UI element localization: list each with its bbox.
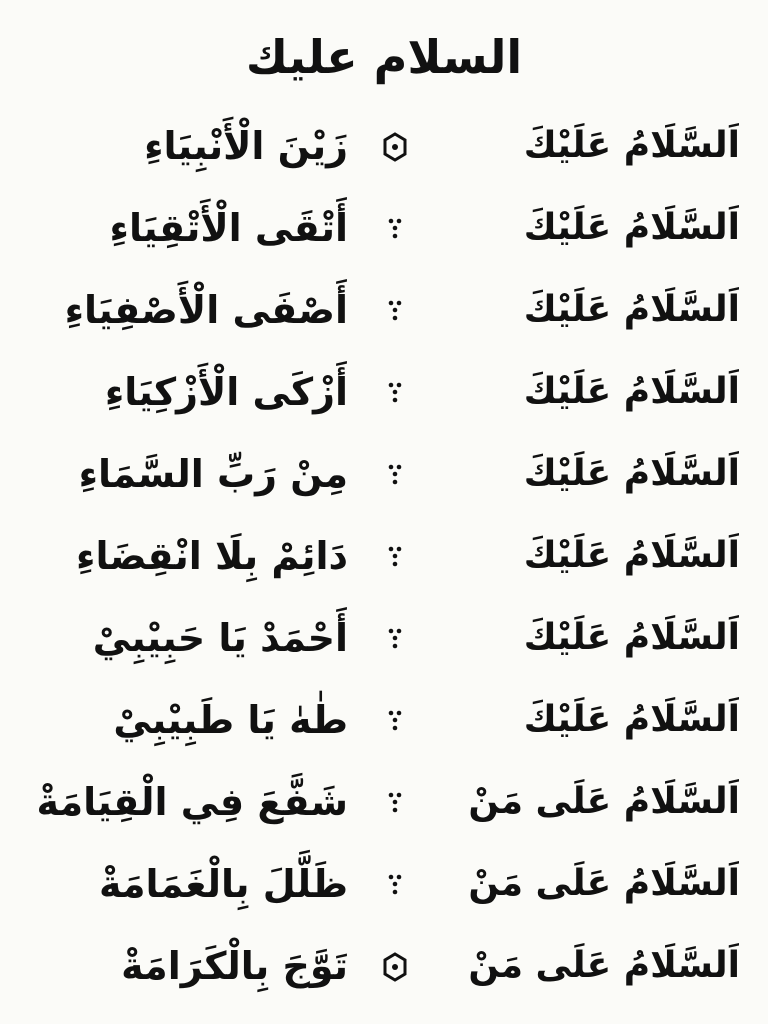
verse-second-hemistich: ظَلَّلَ بِالْغَمَامَةْ	[98, 862, 348, 906]
verse-row	[0, 272, 768, 356]
verse-first-hemistich: اَلسَّلَامُ عَلَيْكَ	[523, 207, 740, 248]
verse-first-hemistich: اَلسَّلَامُ عَلَيْكَ	[523, 699, 740, 740]
verse-first-hemistich: اَلسَّلَامُ عَلَيْكَ	[523, 125, 740, 166]
verse-first-hemistich: اَلسَّلَامُ عَلَى مَنْ	[468, 781, 740, 822]
verse-first-hemistich: اَلسَّلَامُ عَلَى مَنْ	[468, 945, 740, 986]
verse-second-hemistich: زَيْنَ الْأَنْبِيَاءِ	[144, 124, 348, 168]
verse-row	[0, 682, 768, 766]
verse-second-hemistich: مِنْ رَبِّ السَّمَاءِ	[78, 452, 348, 496]
verse-first-hemistich: اَلسَّلَامُ عَلَيْكَ	[523, 289, 740, 330]
dots-icon	[378, 622, 412, 656]
dots-icon	[378, 212, 412, 246]
verse-first-hemistich: اَلسَّلَامُ عَلَيْكَ	[523, 453, 740, 494]
flower-icon	[378, 950, 412, 984]
verse-row	[0, 190, 768, 274]
verse-second-hemistich: أَصْفَى الْأَصْفِيَاءِ	[64, 288, 348, 332]
verse-second-hemistich: دَائِمْ بِلَا انْقِضَاءِ	[76, 534, 348, 578]
page-title: السلام عليك	[245, 30, 523, 84]
dots-icon	[378, 786, 412, 820]
verse-first-hemistich: اَلسَّلَامُ عَلَيْكَ	[523, 535, 740, 576]
verse-first-hemistich: اَلسَّلَامُ عَلَى مَنْ	[468, 863, 740, 904]
verse-row	[0, 518, 768, 602]
verse-row	[0, 354, 768, 438]
verse-row	[0, 928, 768, 1012]
dots-icon	[378, 294, 412, 328]
verse-row	[0, 846, 768, 930]
verse-row	[0, 764, 768, 848]
verse-row	[0, 108, 768, 192]
verse-second-hemistich: أَحْمَدْ يَا حَبِيْبِيْ	[92, 616, 348, 660]
verse-row	[0, 436, 768, 520]
verse-second-hemistich: تَوَّجَ بِالْكَرَامَةْ	[121, 944, 348, 988]
verse-first-hemistich: اَلسَّلَامُ عَلَيْكَ	[523, 371, 740, 412]
verse-first-hemistich: اَلسَّلَامُ عَلَيْكَ	[523, 617, 740, 658]
dots-icon	[378, 868, 412, 902]
dots-icon	[378, 376, 412, 410]
dots-icon	[378, 540, 412, 574]
verse-row	[0, 600, 768, 684]
verse-second-hemistich: أَتْقَى الْأَتْقِيَاءِ	[109, 206, 348, 250]
dots-icon	[378, 458, 412, 492]
verse-second-hemistich: أَزْكَى الْأَزْكِيَاءِ	[104, 370, 348, 414]
dots-icon	[378, 704, 412, 738]
verse-second-hemistich: شَفَّعَ فِي الْقِيَامَةْ	[36, 780, 348, 824]
verse-second-hemistich: طٰهٰ يَا طَبِيْبِيْ	[113, 698, 348, 742]
flower-icon	[378, 130, 412, 164]
